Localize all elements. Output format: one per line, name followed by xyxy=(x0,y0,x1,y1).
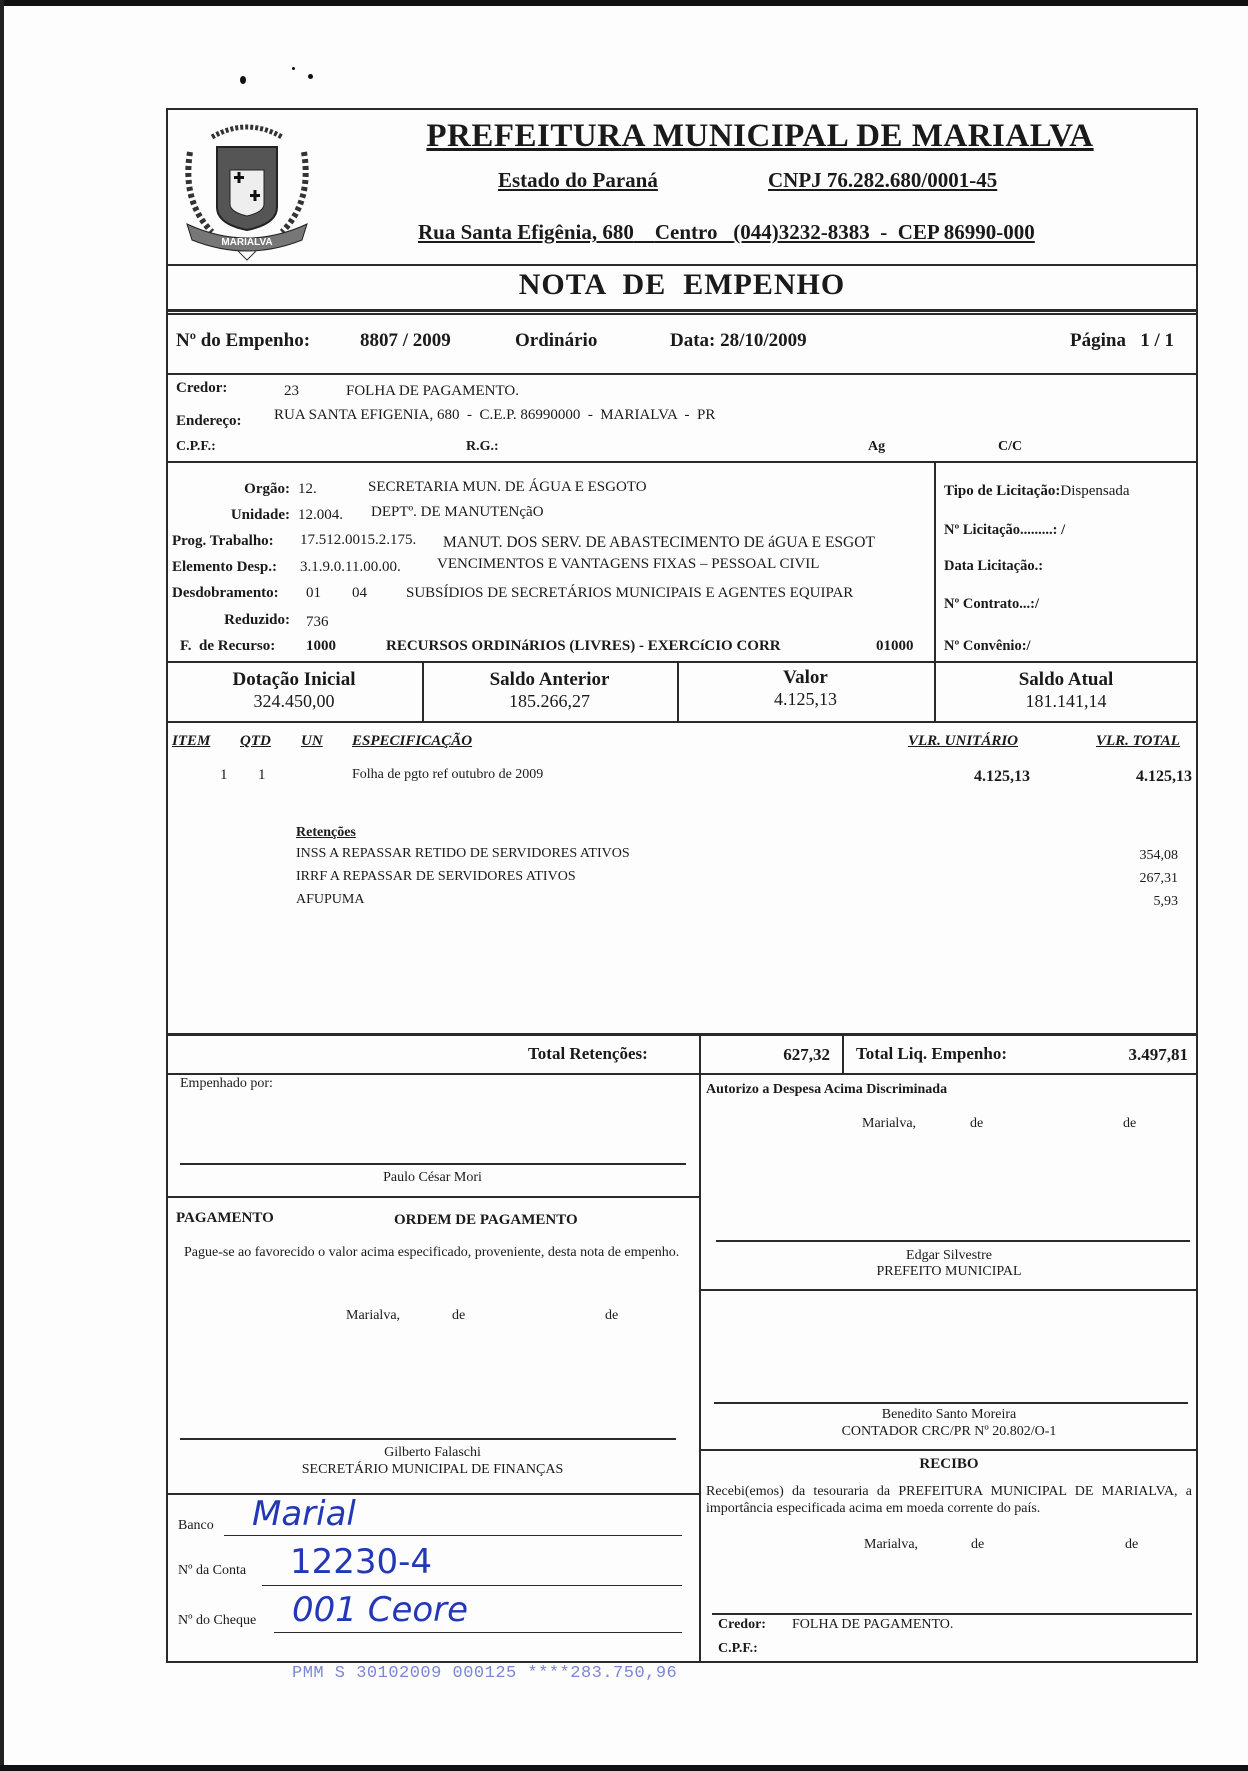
divider xyxy=(934,461,936,663)
empenhado-signer: Paulo César Mori xyxy=(383,1170,482,1185)
retencao-value: 354,08 xyxy=(1139,848,1178,863)
divider xyxy=(700,1449,1198,1451)
recurso-label: F. de Recurso: xyxy=(180,638,276,654)
cpf-label: C.P.F.: xyxy=(176,439,216,454)
divider xyxy=(700,1289,1198,1291)
signature-line xyxy=(714,1402,1188,1404)
prog-trabalho-desc: MANUT. DOS SERV. DE ABASTECIMENTO DE áGUA E ESGOT xyxy=(443,534,875,551)
banco-handwritten[interactable]: Marial xyxy=(252,1494,356,1534)
banco-line xyxy=(224,1535,682,1536)
signature-line xyxy=(712,1613,1192,1615)
ag-label: Ag xyxy=(868,439,886,454)
credor-name: FOLHA DE PAGAMENTO. xyxy=(346,383,519,399)
autorizo-title: Autorizo a Despesa Acima Discriminada xyxy=(706,1082,948,1097)
row-valor-unitario: 4.125,13 xyxy=(974,768,1030,785)
page-title: PREFEITURA MUNICIPAL DE MARIALVA xyxy=(426,118,1094,154)
autorizo-place: Marialva, xyxy=(862,1116,917,1131)
pagamento-place: Marialva, xyxy=(346,1308,401,1323)
orgao-code: 12. xyxy=(298,481,317,497)
orgao-desc: SECRETARIA MUN. DE ÁGUA E ESGOTO xyxy=(368,479,647,495)
divider xyxy=(166,309,1198,312)
retencao-desc: AFUPUMA xyxy=(296,892,365,907)
autorizo-de-2: de xyxy=(1123,1116,1137,1131)
scan-speck xyxy=(292,67,295,70)
signature-line xyxy=(180,1438,676,1440)
recibo-de-1: de xyxy=(971,1537,985,1552)
retencoes-title: Retenções xyxy=(296,825,356,840)
address-field-label: Endereço: xyxy=(176,413,242,429)
total-liquido-label: Total Liq. Empenho: xyxy=(856,1044,1007,1063)
desdobramento-code-1: 01 xyxy=(306,585,321,601)
recibo-credor-label: Credor: xyxy=(718,1617,766,1632)
recibo-credor: FOLHA DE PAGAMENTO. xyxy=(792,1617,954,1632)
pagamento-de-1: de xyxy=(452,1308,466,1323)
pagamento-label: PAGAMENTO xyxy=(176,1210,274,1226)
recurso-code: 1000 xyxy=(306,638,336,654)
retencao-value: 267,31 xyxy=(1139,871,1178,886)
credor-code: 23 xyxy=(284,383,299,399)
col-header-un: UN xyxy=(301,733,323,749)
divider xyxy=(699,1073,701,1663)
address-label: Rua Santa Efigênia, 680 Centro (044)3232-8383 - CEP 86990-000 xyxy=(418,220,1035,244)
prefeito-signature: Edgar Silvestre PREFEITO MUNICIPAL xyxy=(876,1248,1022,1279)
elemento-desc: VENCIMENTOS E VANTAGENS FIXAS – PESSOAL CIVIL xyxy=(437,556,820,572)
unidade-label: Unidade: xyxy=(230,507,290,523)
col-header-valor-total: VLR. TOTAL xyxy=(1096,733,1180,749)
elemento-label: Elemento Desp.: xyxy=(172,559,277,575)
row-item: 1 xyxy=(220,767,228,783)
unidade-desc: DEPTº. DE MANUTENçãO xyxy=(371,504,544,520)
conta-label: Nº da Conta xyxy=(178,1563,247,1578)
row-especificacao: Folha de pgto ref outubro de 2009 xyxy=(352,767,544,782)
col-header-valor-unitario: VLR. UNITÁRIO xyxy=(908,733,1019,749)
recibo-place: Marialva, xyxy=(864,1537,919,1552)
pagamento-text: Pague-se ao favorecido o valor acima especificado, proveniente, desta nota de empenho. xyxy=(184,1245,680,1260)
recibo-title: RECIBO xyxy=(919,1456,979,1472)
retencao-desc: IRRF A REPASSAR DE SERVIDORES ATIVOS xyxy=(296,869,576,884)
desdobramento-desc: SUBSÍDIOS DE SECRETÁRIOS MUNICIPAIS E AGENTES EQUIPAR xyxy=(406,585,854,601)
scan-border-top xyxy=(0,0,1248,6)
numero-contrato: Nº Contrato...:/ xyxy=(944,596,1039,612)
reduzido-value: 736 xyxy=(306,614,329,630)
retencao-value: 5,93 xyxy=(1153,894,1178,909)
empenho-number-label: Nº do Empenho: xyxy=(176,330,311,351)
page-number: Página 1 / 1 xyxy=(1070,330,1174,351)
total-retencoes-value: 627,32 xyxy=(783,1045,830,1064)
reduzido-label: Reduzido: xyxy=(224,612,290,628)
state-label: Estado do Paraná xyxy=(498,168,658,192)
cc-label: C/C xyxy=(998,439,1023,454)
credor-label: Credor: xyxy=(176,380,228,396)
cheque-label: Nº do Cheque xyxy=(178,1613,257,1628)
saldo-dotacao-inicial: Dotação Inicial 324.450,00 xyxy=(232,669,356,711)
row-valor-total: 4.125,13 xyxy=(1136,768,1192,785)
rg-label: R.G.: xyxy=(466,439,499,454)
coat-of-arms-icon xyxy=(172,112,322,262)
divider xyxy=(166,1493,699,1495)
document-title: NOTA DE EMPENHO xyxy=(518,268,846,301)
ordem-pagamento-title: ORDEM DE PAGAMENTO xyxy=(394,1212,578,1228)
row-qtd: 1 xyxy=(258,767,266,783)
credor-address: RUA SANTA EFIGENIA, 680 - C.E.P. 86990000 - MARIALVA - PR xyxy=(274,407,716,423)
recurso-desc: RECURSOS ORDINáRIOS (LIVRES) - EXERCíCIO CORR xyxy=(386,638,781,654)
numero-licitacao: Nº Licitação.........: / xyxy=(944,522,1066,538)
total-retencoes-label: Total Retenções: xyxy=(528,1044,648,1063)
total-liquido-value: 3.497,81 xyxy=(1128,1045,1188,1064)
scan-speck xyxy=(308,74,313,79)
elemento-code: 3.1.9.0.11.00.00. xyxy=(300,559,401,575)
bank-authentication-stamp: PMM S 30102009 000125 ****283.750,96 xyxy=(292,1664,678,1683)
data-licitacao: Data Licitação.: xyxy=(944,558,1044,574)
divider xyxy=(842,1033,844,1075)
col-header-especificacao: ESPECIFICAÇÃO xyxy=(352,733,473,749)
pagamento-de-2: de xyxy=(605,1308,619,1323)
divider xyxy=(166,1196,699,1198)
retencao-desc: INSS A REPASSAR RETIDO DE SERVIDORES ATIVOS xyxy=(296,846,630,861)
empenho-number: 8807 / 2009 xyxy=(360,330,451,351)
divider xyxy=(166,264,1198,266)
saldo-valor: Valor 4.125,13 xyxy=(774,667,837,709)
numero-convenio: Nº Convênio:/ xyxy=(944,638,1031,654)
desdobramento-label: Desdobramento: xyxy=(172,585,279,601)
cnpj-label: CNPJ 76.282.680/0001-45 xyxy=(768,168,998,192)
tipo-licitacao: Tipo de Licitação:Dispensada xyxy=(944,483,1130,499)
scan-border-bottom xyxy=(0,1765,1248,1771)
unidade-code: 12.004. xyxy=(298,507,343,523)
signature-line xyxy=(180,1163,686,1165)
banco-label: Banco xyxy=(178,1518,214,1533)
empenho-date: Data: 28/10/2009 xyxy=(670,330,807,351)
prog-trabalho-code: 17.512.0015.2.175. xyxy=(300,532,417,548)
col-header-item: ITEM xyxy=(172,733,211,749)
autorizo-de-1: de xyxy=(970,1116,984,1131)
empenho-type: Ordinário xyxy=(515,330,598,351)
recurso-code-2: 01000 xyxy=(876,638,914,654)
col-header-qtd: QTD xyxy=(240,733,271,749)
orgao-label: Orgão: xyxy=(244,481,290,497)
svg-text:MARIALVA: MARIALVA xyxy=(221,237,273,248)
saldo-atual: Saldo Atual 181.141,14 xyxy=(1018,669,1114,711)
empenhado-label: Empenhado por: xyxy=(180,1076,273,1091)
signature-line xyxy=(716,1240,1190,1242)
recibo-de-2: de xyxy=(1125,1537,1139,1552)
saldo-anterior: Saldo Anterior 185.266,27 xyxy=(489,669,610,711)
cheque-handwritten[interactable]: 001 Ceore xyxy=(292,1590,469,1630)
desdobramento-code-2: 04 xyxy=(352,585,367,601)
totals-box xyxy=(166,1033,1198,1075)
scan-speck xyxy=(240,76,246,84)
conta-line xyxy=(262,1585,682,1586)
recibo-text: Recebi(emos) da tesouraria da PREFEITURA MUNICIPAL DE MARIALVA, a importância especificada acima em moeda corrente do país. xyxy=(706,1484,1192,1516)
conta-handwritten[interactable]: 12230-4 xyxy=(290,1542,433,1582)
cheque-line xyxy=(274,1632,682,1633)
scan-border-left xyxy=(0,0,4,1771)
prog-trabalho-label: Prog. Trabalho: xyxy=(172,533,274,549)
recibo-cpf-label: C.P.F.: xyxy=(718,1641,758,1656)
secretario-signature: Gilberto Falaschi SECRETÁRIO MUNICIPAL DE FINANÇAS xyxy=(301,1445,564,1477)
contador-signature: Benedito Santo Moreira CONTADOR CRC/PR Nº 20.802/O-1 xyxy=(841,1407,1057,1439)
